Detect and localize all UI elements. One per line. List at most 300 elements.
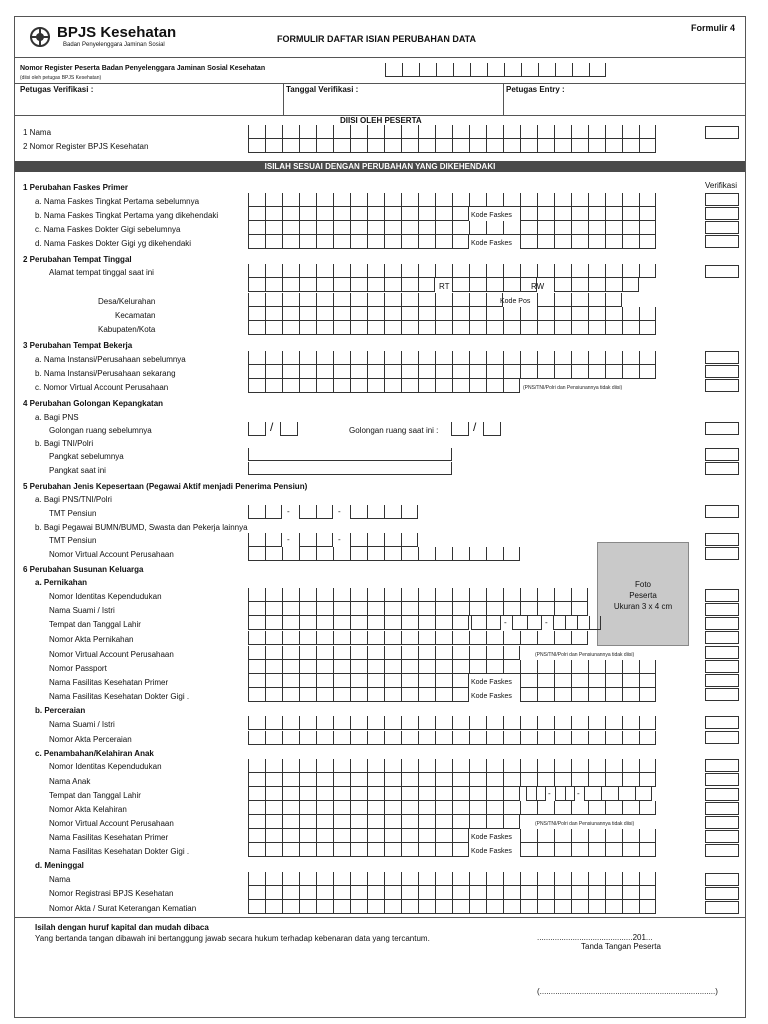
input-cell[interactable] [299, 759, 316, 773]
input-cell[interactable] [350, 631, 367, 645]
input-cell[interactable] [503, 278, 520, 292]
input-cell[interactable] [282, 278, 299, 292]
input-cell[interactable] [384, 139, 401, 153]
input-cell[interactable] [486, 646, 503, 660]
input-cell[interactable] [418, 602, 435, 616]
input-cell[interactable] [486, 365, 503, 379]
input-cell[interactable] [605, 264, 622, 278]
input-cell[interactable] [248, 321, 265, 335]
s6-c-kode-input-2[interactable] [520, 843, 656, 857]
input-cell[interactable] [503, 221, 520, 235]
input-cell[interactable] [537, 602, 554, 616]
input-cell[interactable] [350, 731, 367, 745]
s6-a-akta-input[interactable] [248, 631, 588, 645]
input-cell[interactable] [282, 759, 299, 773]
input-cell[interactable] [639, 829, 656, 843]
input-cell[interactable] [333, 379, 350, 393]
input-cell[interactable] [401, 379, 418, 393]
input-cell[interactable] [316, 307, 333, 321]
input-cell[interactable] [588, 321, 605, 335]
input-cell[interactable] [622, 801, 639, 815]
input-cell[interactable] [265, 379, 282, 393]
s6-b-suami-input[interactable] [248, 716, 656, 730]
input-cell[interactable] [588, 307, 605, 321]
input-cell[interactable] [452, 221, 469, 235]
input-cell[interactable] [537, 829, 554, 843]
input-cell[interactable] [367, 674, 384, 688]
s2-alamat-input-2[interactable] [248, 278, 435, 292]
input-cell[interactable] [299, 900, 316, 914]
input-cell[interactable] [282, 631, 299, 645]
input-cell[interactable] [333, 264, 350, 278]
input-cell[interactable] [452, 646, 469, 660]
input-cell[interactable] [571, 759, 588, 773]
input-cell[interactable] [622, 264, 639, 278]
input-cell[interactable] [503, 379, 520, 393]
input-cell[interactable] [333, 631, 350, 645]
input-cell[interactable] [605, 221, 622, 235]
input-cell[interactable] [418, 207, 435, 221]
input-cell[interactable] [248, 731, 265, 745]
input-cell[interactable] [248, 351, 265, 365]
input-cell[interactable] [333, 602, 350, 616]
input-cell[interactable] [384, 351, 401, 365]
input-cell[interactable] [384, 365, 401, 379]
input-cell[interactable] [639, 264, 656, 278]
input-cell[interactable] [537, 139, 554, 153]
input-cell[interactable] [452, 900, 469, 914]
input-cell[interactable] [622, 759, 639, 773]
input-cell[interactable] [333, 547, 350, 561]
input-cell[interactable] [265, 773, 282, 787]
input-cell[interactable] [299, 731, 316, 745]
s1-c-input[interactable] [248, 221, 656, 235]
input-cell[interactable] [401, 193, 418, 207]
input-cell[interactable] [554, 221, 571, 235]
s6-d-reg-input[interactable] [248, 886, 656, 900]
input-cell[interactable] [635, 787, 652, 801]
input-cell[interactable] [622, 688, 639, 702]
input-cell[interactable] [435, 365, 452, 379]
input-cell[interactable] [435, 843, 452, 857]
input-cell[interactable] [265, 900, 282, 914]
input-cell[interactable] [248, 843, 265, 857]
s6-a-passport-input[interactable] [248, 660, 656, 674]
input-cell[interactable] [622, 872, 639, 886]
input-cell[interactable] [418, 139, 435, 153]
input-cell[interactable] [282, 886, 299, 900]
input-cell[interactable] [503, 872, 520, 886]
input-cell[interactable] [537, 660, 554, 674]
input-cell[interactable] [401, 829, 418, 843]
input-cell[interactable] [265, 787, 282, 801]
input-cell[interactable] [565, 787, 575, 801]
input-cell[interactable] [452, 293, 469, 307]
nomor-register-input[interactable] [248, 139, 656, 153]
input-cell[interactable] [384, 731, 401, 745]
input-cell[interactable] [469, 365, 486, 379]
input-cell[interactable] [265, 321, 282, 335]
input-cell[interactable] [299, 307, 316, 321]
input-cell[interactable] [486, 801, 503, 815]
input-cell[interactable] [401, 125, 418, 139]
input-cell[interactable] [588, 801, 605, 815]
input-cell[interactable] [401, 646, 418, 660]
register-input[interactable] [385, 63, 606, 77]
input-cell[interactable] [469, 588, 486, 602]
input-cell[interactable] [299, 293, 316, 307]
input-cell[interactable] [367, 759, 384, 773]
input-cell[interactable] [520, 321, 537, 335]
input-cell[interactable] [453, 63, 470, 77]
input-cell[interactable] [333, 886, 350, 900]
input-cell[interactable] [316, 379, 333, 393]
input-cell[interactable] [265, 235, 282, 249]
input-cell[interactable] [333, 787, 350, 801]
input-cell[interactable] [282, 307, 299, 321]
input-cell[interactable] [486, 872, 503, 886]
input-cell[interactable] [248, 773, 265, 787]
input-cell[interactable] [588, 843, 605, 857]
input-cell[interactable] [639, 773, 656, 787]
input-cell[interactable] [299, 646, 316, 660]
input-cell[interactable] [248, 674, 265, 688]
input-cell[interactable] [622, 321, 639, 335]
input-cell[interactable] [588, 829, 605, 843]
input-cell[interactable] [248, 646, 265, 660]
s6-c-ttl-day[interactable] [526, 787, 546, 801]
input-cell[interactable] [537, 886, 554, 900]
input-cell[interactable] [452, 139, 469, 153]
input-cell[interactable] [605, 235, 622, 249]
input-cell[interactable] [520, 829, 537, 843]
input-cell[interactable] [554, 759, 571, 773]
input-cell[interactable] [537, 365, 554, 379]
input-cell[interactable] [571, 321, 588, 335]
input-cell[interactable] [486, 773, 503, 787]
input-cell[interactable] [469, 221, 486, 235]
input-cell[interactable] [333, 843, 350, 857]
input-cell[interactable] [248, 422, 266, 436]
input-cell[interactable] [537, 125, 554, 139]
input-cell[interactable] [435, 221, 452, 235]
input-cell[interactable] [282, 235, 299, 249]
input-cell[interactable] [367, 278, 384, 292]
input-cell[interactable] [435, 307, 452, 321]
input-cell[interactable] [299, 379, 316, 393]
s5-tmt2-month[interactable] [299, 533, 333, 547]
input-cell[interactable] [384, 759, 401, 773]
input-cell[interactable] [486, 886, 503, 900]
input-cell[interactable] [316, 731, 333, 745]
s4-pangkat-ini-input[interactable] [248, 462, 452, 475]
input-cell[interactable] [469, 801, 486, 815]
input-cell[interactable] [520, 139, 537, 153]
input-cell[interactable] [282, 872, 299, 886]
verif-s6-c-va-box[interactable] [705, 816, 739, 829]
input-cell[interactable] [503, 660, 520, 674]
input-cell[interactable] [452, 278, 469, 292]
input-cell[interactable] [401, 588, 418, 602]
input-cell[interactable] [248, 602, 265, 616]
input-cell[interactable] [265, 872, 282, 886]
input-cell[interactable] [503, 351, 520, 365]
input-cell[interactable] [350, 379, 367, 393]
input-cell[interactable] [526, 787, 536, 801]
input-cell[interactable] [605, 731, 622, 745]
input-cell[interactable] [401, 787, 418, 801]
input-cell[interactable] [469, 278, 486, 292]
input-cell[interactable] [299, 588, 316, 602]
verif-s6-d-akta-box[interactable] [705, 901, 739, 914]
input-cell[interactable] [333, 207, 350, 221]
input-cell[interactable] [265, 588, 282, 602]
input-cell[interactable] [248, 688, 265, 702]
input-cell[interactable] [282, 125, 299, 139]
input-cell[interactable] [469, 815, 486, 829]
s6-c-kode-input-1[interactable] [520, 829, 656, 843]
s5-tmt1-month[interactable] [299, 505, 333, 519]
input-cell[interactable] [384, 688, 401, 702]
input-cell[interactable] [554, 829, 571, 843]
input-cell[interactable] [367, 588, 384, 602]
input-cell[interactable] [452, 602, 469, 616]
signature-name-line[interactable]: (...............................................................................) [537, 987, 718, 996]
input-cell[interactable] [605, 207, 622, 221]
input-cell[interactable] [418, 716, 435, 730]
input-cell[interactable] [265, 616, 282, 630]
input-cell[interactable] [469, 716, 486, 730]
input-cell[interactable] [248, 872, 265, 886]
input-cell[interactable] [520, 351, 537, 365]
input-cell[interactable] [435, 787, 452, 801]
input-cell[interactable] [333, 351, 350, 365]
input-cell[interactable] [503, 588, 520, 602]
input-cell[interactable] [536, 787, 546, 801]
input-cell[interactable] [367, 307, 384, 321]
input-cell[interactable] [584, 787, 601, 801]
input-cell[interactable] [248, 660, 265, 674]
input-cell[interactable] [639, 801, 656, 815]
input-cell[interactable] [367, 872, 384, 886]
input-cell[interactable] [571, 139, 588, 153]
input-cell[interactable] [299, 125, 316, 139]
input-cell[interactable] [588, 759, 605, 773]
input-cell[interactable] [350, 759, 367, 773]
input-cell[interactable] [333, 139, 350, 153]
input-cell[interactable] [639, 193, 656, 207]
input-cell[interactable] [622, 125, 639, 139]
input-cell[interactable] [435, 674, 452, 688]
input-cell[interactable] [503, 815, 520, 829]
input-cell[interactable] [503, 307, 520, 321]
input-cell[interactable] [282, 365, 299, 379]
s6-a-suami-input[interactable] [248, 602, 588, 616]
input-cell[interactable] [520, 193, 537, 207]
input-cell[interactable] [333, 660, 350, 674]
input-cell[interactable] [265, 278, 282, 292]
input-cell[interactable] [554, 264, 571, 278]
input-cell[interactable] [282, 321, 299, 335]
input-cell[interactable] [299, 221, 316, 235]
input-cell[interactable] [486, 900, 503, 914]
input-cell[interactable] [265, 207, 282, 221]
input-cell[interactable] [248, 900, 265, 914]
input-cell[interactable] [282, 900, 299, 914]
input-cell[interactable] [639, 731, 656, 745]
input-cell[interactable] [316, 278, 333, 292]
input-cell[interactable] [537, 674, 554, 688]
input-cell[interactable] [316, 264, 333, 278]
input-cell[interactable] [282, 293, 299, 307]
input-cell[interactable] [367, 125, 384, 139]
input-cell[interactable] [452, 872, 469, 886]
input-cell[interactable] [452, 787, 469, 801]
input-cell[interactable] [299, 787, 316, 801]
input-cell[interactable] [418, 631, 435, 645]
input-cell[interactable] [639, 221, 656, 235]
input-cell[interactable] [418, 125, 435, 139]
input-cell[interactable] [282, 207, 299, 221]
input-cell[interactable] [503, 139, 520, 153]
input-cell[interactable] [350, 293, 367, 307]
input-cell[interactable] [554, 660, 571, 674]
input-cell[interactable] [469, 379, 486, 393]
input-cell[interactable] [435, 125, 452, 139]
input-cell[interactable] [282, 588, 299, 602]
input-cell[interactable] [435, 235, 452, 249]
input-cell[interactable] [367, 379, 384, 393]
s6-b-akta-input[interactable] [248, 731, 656, 745]
input-cell[interactable] [436, 63, 453, 77]
input-cell[interactable] [384, 321, 401, 335]
input-cell[interactable] [469, 660, 486, 674]
input-cell[interactable] [554, 602, 571, 616]
input-cell[interactable] [248, 293, 265, 307]
input-cell[interactable] [588, 193, 605, 207]
input-cell[interactable] [350, 688, 367, 702]
input-cell[interactable] [435, 646, 452, 660]
input-cell[interactable] [316, 843, 333, 857]
input-cell[interactable] [622, 900, 639, 914]
input-cell[interactable] [571, 801, 588, 815]
input-cell[interactable] [503, 716, 520, 730]
input-cell[interactable] [282, 731, 299, 745]
input-cell[interactable] [384, 125, 401, 139]
input-cell[interactable] [571, 293, 588, 307]
input-cell[interactable] [639, 843, 656, 857]
input-cell[interactable] [333, 307, 350, 321]
input-cell[interactable] [622, 716, 639, 730]
input-cell[interactable] [299, 139, 316, 153]
input-cell[interactable] [487, 63, 504, 77]
input-cell[interactable] [520, 886, 537, 900]
input-cell[interactable] [265, 307, 282, 321]
s4-gol-sebelum-b[interactable] [280, 422, 298, 436]
input-cell[interactable] [554, 321, 571, 335]
input-cell[interactable] [435, 631, 452, 645]
input-cell[interactable] [588, 731, 605, 745]
input-cell[interactable] [350, 235, 367, 249]
input-cell[interactable] [333, 688, 350, 702]
s6-a-ttl-year[interactable] [553, 616, 601, 630]
input-cell[interactable] [571, 602, 588, 616]
input-cell[interactable] [503, 321, 520, 335]
input-cell[interactable] [265, 660, 282, 674]
input-cell[interactable] [469, 139, 486, 153]
input-cell[interactable] [316, 125, 333, 139]
verif-s1-b-box[interactable] [705, 207, 739, 220]
input-cell[interactable] [571, 773, 588, 787]
input-cell[interactable] [248, 235, 265, 249]
input-cell[interactable] [537, 631, 554, 645]
input-cell[interactable] [527, 616, 542, 630]
input-cell[interactable] [605, 759, 622, 773]
input-cell[interactable] [520, 731, 537, 745]
input-cell[interactable] [435, 616, 452, 630]
input-cell[interactable] [605, 365, 622, 379]
input-cell[interactable] [537, 843, 554, 857]
input-cell[interactable] [588, 125, 605, 139]
input-cell[interactable] [537, 207, 554, 221]
input-cell[interactable] [605, 139, 622, 153]
input-cell[interactable] [520, 843, 537, 857]
input-cell[interactable] [418, 829, 435, 843]
input-cell[interactable] [401, 307, 418, 321]
input-cell[interactable] [333, 674, 350, 688]
input-cell[interactable] [554, 125, 571, 139]
input-cell[interactable] [537, 872, 554, 886]
input-cell[interactable] [555, 63, 572, 77]
s2-alamat-input-1[interactable] [248, 264, 656, 278]
input-cell[interactable] [588, 351, 605, 365]
input-cell[interactable] [486, 759, 503, 773]
input-cell[interactable] [265, 815, 282, 829]
input-cell[interactable] [622, 221, 639, 235]
input-cell[interactable] [384, 588, 401, 602]
input-cell[interactable] [588, 365, 605, 379]
input-cell[interactable] [265, 646, 282, 660]
input-cell[interactable] [605, 829, 622, 843]
s6-c-nik-input[interactable] [248, 759, 656, 773]
input-cell[interactable] [265, 674, 282, 688]
input-cell[interactable] [452, 365, 469, 379]
s5-tmt2-day[interactable] [248, 533, 282, 547]
s5-va-input[interactable] [248, 547, 520, 561]
input-cell[interactable] [316, 801, 333, 815]
input-cell[interactable] [622, 235, 639, 249]
input-cell[interactable] [350, 660, 367, 674]
input-cell[interactable] [333, 293, 350, 307]
input-cell[interactable] [299, 351, 316, 365]
input-cell[interactable] [401, 139, 418, 153]
input-cell[interactable] [605, 886, 622, 900]
input-cell[interactable] [350, 646, 367, 660]
input-cell[interactable] [350, 533, 367, 547]
input-cell[interactable] [316, 815, 333, 829]
input-cell[interactable] [384, 801, 401, 815]
input-cell[interactable] [589, 63, 606, 77]
input-cell[interactable] [401, 886, 418, 900]
s1-kode-input-1[interactable] [520, 207, 656, 221]
input-cell[interactable] [384, 829, 401, 843]
input-cell[interactable] [452, 321, 469, 335]
input-cell[interactable] [486, 731, 503, 745]
input-cell[interactable] [265, 759, 282, 773]
input-cell[interactable] [520, 801, 537, 815]
input-cell[interactable] [333, 815, 350, 829]
input-cell[interactable] [622, 278, 639, 292]
